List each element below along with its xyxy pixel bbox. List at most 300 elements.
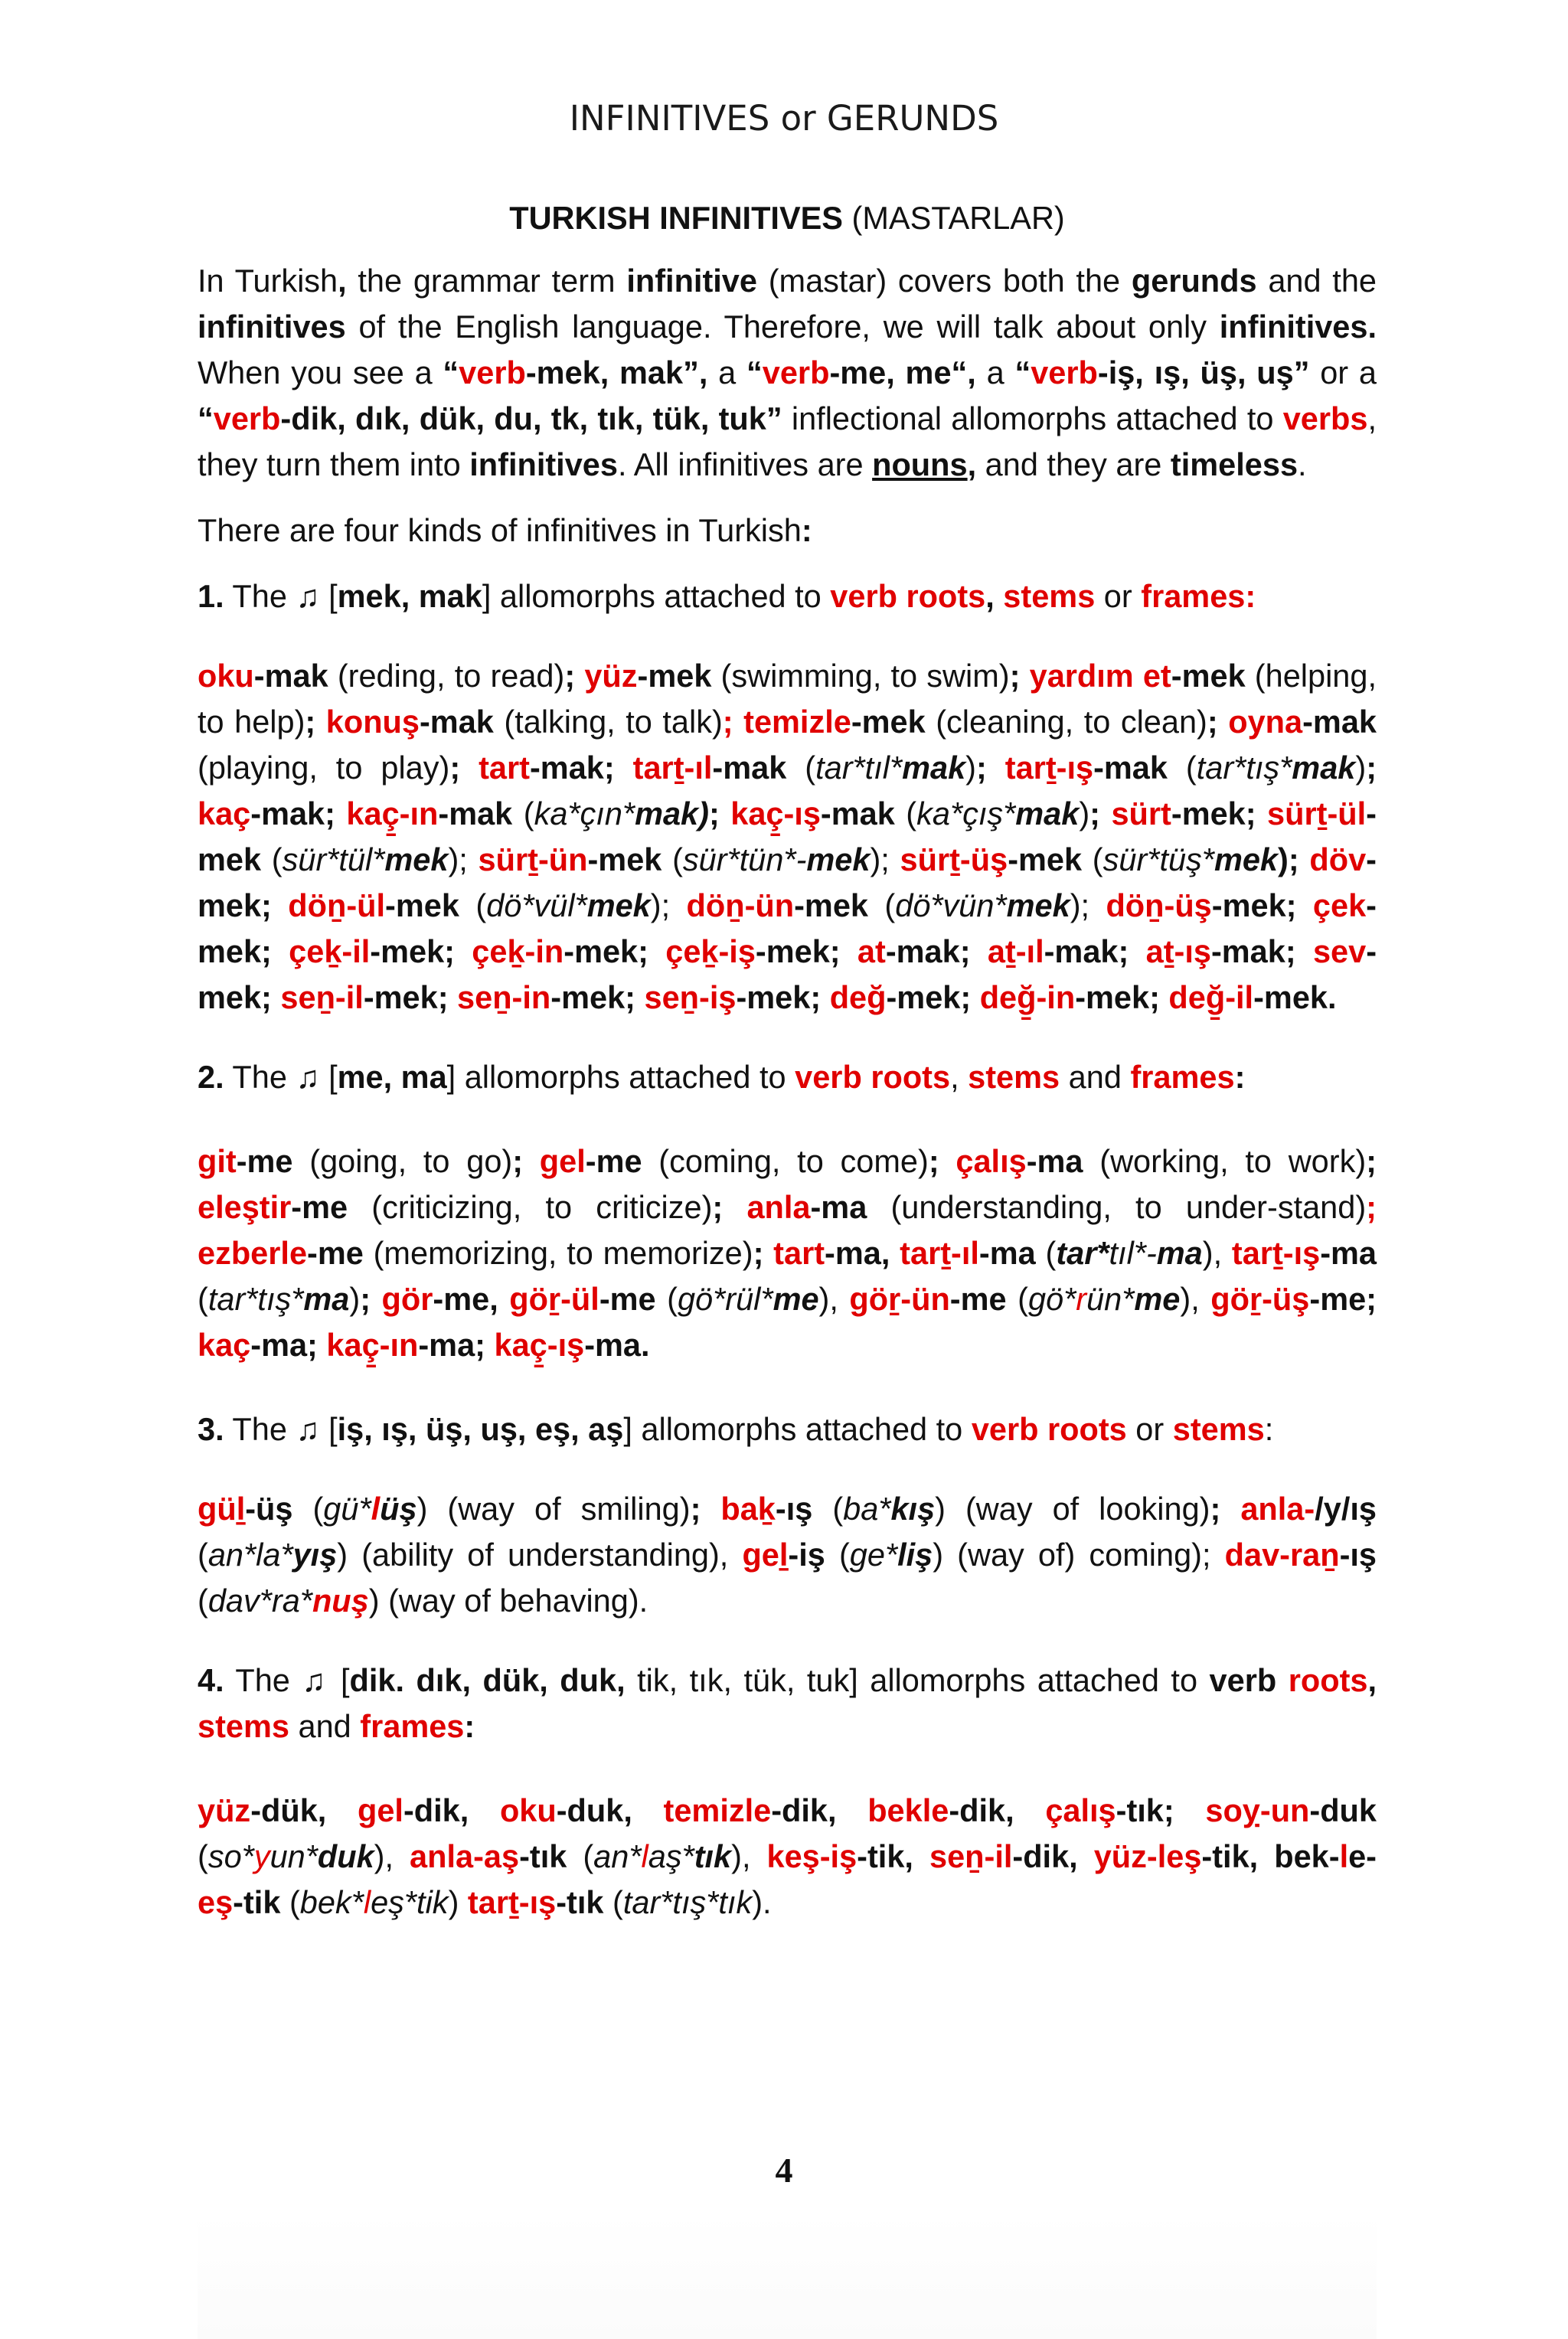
- text-run: l: [1339, 1838, 1349, 1874]
- text-run: -dik,: [771, 1792, 868, 1828]
- text-run: yüz-leş: [1093, 1838, 1202, 1874]
- text-run: verb: [1031, 354, 1098, 390]
- text-run: eş*tik: [371, 1884, 449, 1920]
- text-run: döv: [1309, 841, 1367, 877]
- text-run: -dük,: [250, 1792, 358, 1828]
- text-run: üş: [380, 1491, 417, 1527]
- text-run: verb roots: [830, 578, 986, 614]
- text-run: -me: [307, 1235, 364, 1271]
- text-run: me: [773, 1281, 819, 1317]
- text-run: bekle: [867, 1792, 949, 1828]
- text-run: ;: [1366, 750, 1377, 786]
- text-run: l: [363, 1884, 371, 1920]
- text-run: [: [319, 1411, 338, 1447]
- text-run: ,: [950, 1059, 969, 1095]
- text-run: dö*vül*: [486, 887, 587, 923]
- text-run: -mak: [529, 750, 604, 786]
- text-run: -mek: [637, 658, 712, 694]
- text-run: “: [443, 354, 459, 390]
- text-run: ): [1079, 795, 1090, 831]
- text-run: );: [1070, 887, 1106, 923]
- text-run: (: [198, 1537, 208, 1573]
- text-run: -mek;: [1171, 795, 1268, 831]
- text-run: :: [464, 1708, 475, 1744]
- text-run: 1.: [198, 578, 224, 614]
- text-run: tart: [479, 750, 530, 786]
- text-run: -mek: [198, 795, 1377, 877]
- text-run: ;: [603, 750, 633, 786]
- four-kinds-intro: [198, 508, 1377, 554]
- text-run: bek*: [299, 1884, 364, 1920]
- text-run: verb: [213, 400, 281, 436]
- text-run: -ma: [1320, 1235, 1377, 1271]
- text-run: When you see a: [198, 354, 443, 390]
- text-run: -ma: [810, 1189, 867, 1225]
- text-run: (swimming, to swim): [711, 658, 1010, 694]
- text-run: -mek;: [550, 979, 645, 1015]
- text-run: ,: [1367, 1662, 1377, 1698]
- text-run: infinitive: [626, 263, 757, 299]
- text-run: -mek.: [1253, 979, 1337, 1015]
- text-run: -ma.: [584, 1327, 650, 1363]
- text-run: or a: [1309, 354, 1377, 390]
- text-run: -mek;: [198, 933, 1377, 1015]
- text-run: ,: [985, 578, 995, 614]
- text-run: The: [224, 1059, 296, 1095]
- text-run: ka*çış*: [916, 795, 1016, 831]
- text-run: (: [459, 887, 487, 923]
- text-run: -mek: [1211, 887, 1286, 923]
- text-run: gör: [381, 1281, 433, 1317]
- text-run: [: [328, 1662, 350, 1698]
- heading-1: [198, 573, 1377, 619]
- text-run: yardım et: [1029, 658, 1171, 694]
- text-run: ;: [1009, 658, 1030, 694]
- text-run: tarṯ-ış: [1004, 750, 1094, 786]
- text-run: -tik,: [1201, 1838, 1259, 1874]
- text-run: -mek;: [755, 933, 858, 969]
- text-run: (: [1035, 1235, 1057, 1271]
- page-content: [198, 195, 1377, 1926]
- text-run: mek, mak: [337, 578, 482, 614]
- text-run: ) (way of smiling): [416, 1491, 691, 1527]
- text-run: ; temizle: [722, 704, 851, 740]
- text-run: -mak: [1302, 704, 1377, 740]
- text-run: infinitives: [469, 446, 618, 482]
- text-run: or: [1126, 1411, 1173, 1447]
- text-run: ba*: [843, 1491, 891, 1527]
- text-run: -mek;: [198, 841, 1377, 923]
- text-run: ),: [374, 1838, 410, 1874]
- text-run: (helping, to help): [198, 658, 1377, 740]
- text-run: dik. dık, dük, duk,: [349, 1662, 626, 1698]
- text-run: -ış: [1339, 1537, 1377, 1573]
- text-run: so*: [207, 1838, 254, 1874]
- text-run: “: [1014, 354, 1031, 390]
- text-run: -ma: [1026, 1143, 1083, 1179]
- text-run: gö*rül*: [677, 1281, 773, 1317]
- text-run: verb: [762, 354, 830, 390]
- text-run: mek: [586, 887, 651, 923]
- text-run: [: [319, 578, 338, 614]
- text-run: yüz: [198, 1792, 251, 1828]
- text-run: sürṯ-üş: [900, 841, 1008, 877]
- text-run: anla: [746, 1189, 811, 1225]
- text-run: verb roots: [795, 1059, 951, 1095]
- text-run: sür*tün*-: [682, 841, 807, 877]
- text-run: verb: [1209, 1662, 1277, 1698]
- text-run: (coming, to come): [642, 1143, 929, 1179]
- text-run: gö*: [1027, 1281, 1076, 1317]
- text-run: timeless: [1170, 446, 1298, 482]
- text-run: duk: [317, 1838, 374, 1874]
- text-run: ) (way of looking): [935, 1491, 1210, 1527]
- text-run: “: [746, 354, 763, 390]
- text-run: ;: [1207, 704, 1229, 740]
- text-run: (: [1006, 1281, 1028, 1317]
- text-run: ;: [1089, 795, 1112, 831]
- text-run: güḻ: [198, 1491, 246, 1527]
- text-run: -tık: [556, 1884, 604, 1920]
- text-run: -me: [236, 1143, 293, 1179]
- text-run: ün*: [1086, 1281, 1135, 1317]
- text-run: (talking, to talk): [493, 704, 723, 740]
- text-run: the grammar term: [346, 263, 627, 299]
- text-run: at: [857, 933, 886, 969]
- text-run: ;: [1285, 887, 1313, 923]
- text-run: -mak;: [250, 795, 347, 831]
- text-run: verbs: [1282, 400, 1368, 436]
- text-run: gü*: [323, 1491, 371, 1527]
- text-run: (going, to go): [292, 1143, 513, 1179]
- text-run: -iş: [788, 1537, 825, 1573]
- text-run: tık: [694, 1838, 732, 1874]
- text-run: ) (way of behaving).: [368, 1583, 648, 1619]
- text-run: sürt: [1111, 795, 1171, 831]
- text-run: and the: [1256, 263, 1377, 299]
- text-run: The: [224, 1662, 302, 1698]
- text-run: (: [198, 1838, 208, 1874]
- examples-3: [198, 1486, 1377, 1624]
- text-run: ;: [449, 750, 479, 786]
- text-run: );: [1278, 841, 1310, 877]
- text-run: -ma;: [250, 1327, 327, 1363]
- music-note-icon: ♫: [296, 1411, 320, 1447]
- text-run: (: [655, 1281, 678, 1317]
- text-run: (: [894, 795, 917, 831]
- text-run: konuş: [325, 704, 420, 740]
- text-run: değ: [829, 979, 887, 1015]
- text-run: roots: [1276, 1662, 1368, 1698]
- text-run: -me;: [1309, 1281, 1377, 1317]
- text-run: (reding, to read): [328, 658, 565, 694]
- text-run: anla-: [1240, 1491, 1315, 1527]
- text-run: mek: [806, 841, 871, 877]
- text-run: kaç̱-ın: [346, 795, 439, 831]
- text-run: dö*vün*: [895, 887, 1007, 923]
- text-run: -dik,: [1012, 1838, 1094, 1874]
- text-run: /y/ış: [1315, 1491, 1377, 1527]
- text-run: (: [1167, 750, 1197, 786]
- text-run: inflectional allomorphs attached to: [782, 400, 1283, 436]
- text-run: There are four kinds of infinitives in Turkish: [198, 512, 802, 548]
- text-run: döṉ-ül: [288, 887, 386, 923]
- examples-1: [198, 653, 1377, 1021]
- text-run: geḻ: [742, 1537, 789, 1573]
- text-run: -mek;: [886, 979, 980, 1015]
- text-run: ;: [1366, 1143, 1377, 1179]
- text-run: mak): [635, 795, 709, 831]
- text-run: ,: [338, 263, 347, 299]
- text-run: -mak;: [1210, 933, 1313, 969]
- text-run: -tik,: [857, 1838, 929, 1874]
- text-run: In Turkish: [198, 263, 338, 299]
- text-run: (: [1082, 841, 1103, 877]
- text-run: -iş, ış, üş, uş”: [1097, 354, 1310, 390]
- text-run: -mak: [820, 795, 895, 831]
- text-run: -me: [291, 1189, 348, 1225]
- text-run: (: [662, 841, 683, 877]
- text-run: tart: [773, 1235, 825, 1271]
- page-number: 4: [775, 2151, 793, 2190]
- text-run: gerunds: [1131, 263, 1257, 299]
- text-run: tarṯ-ıl: [900, 1235, 979, 1271]
- text-run: 2.: [198, 1059, 224, 1095]
- text-run: bek-: [1258, 1838, 1340, 1874]
- text-run: me, ma: [337, 1059, 447, 1095]
- text-run: kaç̱-ın: [326, 1327, 419, 1363]
- text-run: -dik,: [949, 1792, 1046, 1828]
- text-run: göṟ-üş: [1210, 1281, 1310, 1317]
- text-run: döṉ-ün: [686, 887, 795, 923]
- text-run: stems: [1172, 1411, 1265, 1447]
- text-run: or: [1095, 578, 1142, 614]
- text-run: oku: [499, 1792, 557, 1828]
- text-run: (criticizing, to criticize): [348, 1189, 713, 1225]
- heading-4: [198, 1658, 1377, 1749]
- text-run: :: [801, 512, 812, 548]
- text-run: );: [448, 841, 479, 877]
- text-run: -mak: [438, 795, 513, 831]
- text-run: mek: [1006, 887, 1070, 923]
- text-run: frames: [1130, 1059, 1235, 1095]
- text-run: sür*tüş*: [1102, 841, 1214, 877]
- text-run: );: [650, 887, 687, 923]
- text-run: değ̱-in: [979, 979, 1076, 1015]
- text-run: ;: [708, 795, 731, 831]
- text-run: -ma: [978, 1235, 1036, 1271]
- text-run: nouns: [872, 446, 968, 482]
- text-run: -mek;: [370, 933, 472, 969]
- text-run: ) (ability of understanding),: [337, 1537, 743, 1573]
- text-run: tar*tış*: [1196, 750, 1292, 786]
- text-run: frames:: [1141, 578, 1256, 614]
- text-run: baḵ: [720, 1491, 776, 1527]
- text-run: temizle: [663, 1792, 772, 1828]
- text-run: (playing, to play): [198, 750, 450, 786]
- text-run: -mek;: [564, 933, 666, 969]
- text-run: -me: [585, 1143, 642, 1179]
- text-run: eş: [198, 1884, 234, 1920]
- text-run: -mek: [794, 887, 868, 923]
- heading-3: [198, 1406, 1377, 1452]
- text-run: göṟ-ün: [849, 1281, 950, 1317]
- text-run: mak: [1015, 795, 1080, 831]
- text-run: -duk,: [556, 1792, 664, 1828]
- text-run: and they are: [976, 446, 1171, 482]
- text-run: (: [512, 795, 534, 831]
- text-run: -tik: [233, 1884, 281, 1920]
- text-run: tar*tış*tık: [622, 1884, 753, 1920]
- text-run: stems: [198, 1708, 289, 1744]
- text-run: (mastar) covers both the: [756, 263, 1132, 299]
- examples-4: [198, 1788, 1377, 1926]
- text-run: aṯ-ış: [1145, 933, 1211, 969]
- section-title-bold: TURKISH INFINITIVES: [509, 200, 843, 236]
- text-run: -mek;: [736, 979, 830, 1015]
- text-run: -ış: [775, 1491, 813, 1527]
- text-run: ): [1355, 750, 1367, 786]
- text-run: sürṯ-ül: [1267, 795, 1367, 831]
- text-run: (: [786, 750, 816, 786]
- text-run: liş: [897, 1537, 933, 1573]
- text-run: (: [261, 841, 283, 877]
- text-run: seṉ-il: [280, 979, 364, 1015]
- text-run: ): [965, 750, 976, 786]
- text-run: ),: [1180, 1281, 1211, 1317]
- text-run: 4.: [198, 1662, 224, 1698]
- text-run: infinitives.: [1219, 309, 1377, 345]
- text-run: .: [1298, 446, 1307, 482]
- text-run: -mak: [712, 750, 787, 786]
- text-run: -tık;: [1116, 1792, 1206, 1828]
- text-run: [498, 1281, 510, 1317]
- text-run: ),: [818, 1281, 850, 1317]
- text-run: mak: [1292, 750, 1356, 786]
- text-run: ;: [1210, 1491, 1241, 1527]
- text-run: -tık: [519, 1838, 567, 1874]
- text-run: ge*: [849, 1537, 898, 1573]
- text-run: tıl*-: [1109, 1235, 1157, 1271]
- text-run: “: [198, 400, 214, 436]
- text-run: me: [1134, 1281, 1181, 1317]
- text-run: -mek, mak”,: [525, 354, 708, 390]
- text-run: seṉ-in: [457, 979, 551, 1015]
- text-run: ;: [360, 1281, 382, 1317]
- text-run: -me,: [433, 1281, 498, 1317]
- text-run: (working, to work): [1083, 1143, 1367, 1179]
- text-run: -dik,: [403, 1792, 500, 1828]
- text-run: an*la*: [207, 1537, 293, 1573]
- text-run: -mek: [851, 704, 926, 740]
- text-run: kaç̱-ış: [494, 1327, 585, 1363]
- text-run: sev: [1312, 933, 1367, 969]
- text-run: -duk: [1309, 1792, 1377, 1828]
- text-run: (understanding, to under-stand): [867, 1189, 1367, 1225]
- text-run: seṉ-iş: [644, 979, 737, 1015]
- text-run: ,: [967, 446, 977, 482]
- text-run: nuş: [312, 1583, 369, 1619]
- text-run: mak: [902, 750, 966, 786]
- text-run: çeḵ-in: [472, 933, 564, 969]
- text-run: seṉ-il: [929, 1838, 1013, 1874]
- text-run: iş, ış, üş, uş, eş, aş: [337, 1411, 624, 1447]
- text-run: ).: [752, 1884, 772, 1920]
- text-run: un*: [270, 1838, 318, 1874]
- text-run: -ma,: [825, 1235, 890, 1271]
- text-run: The: [224, 578, 296, 614]
- text-run: soỵ-un: [1205, 1792, 1310, 1828]
- text-run: çalış: [956, 1143, 1027, 1179]
- text-run: dav*ra*: [207, 1583, 312, 1619]
- section-title-normal: (MASTARLAR): [843, 200, 1065, 236]
- text-run: -mek: [1008, 841, 1083, 877]
- text-run: of the English language. Therefore, we will talk about only: [345, 309, 1220, 345]
- text-run: göṟ-ül: [509, 1281, 599, 1317]
- text-run: yış: [292, 1537, 338, 1573]
- text-run: );: [870, 841, 900, 877]
- text-run: tarṯ-ış: [1231, 1235, 1321, 1271]
- text-run: (: [825, 1537, 850, 1573]
- text-run: gel: [357, 1792, 403, 1828]
- text-run: oyna: [1228, 704, 1303, 740]
- text-run: -mek;: [363, 979, 458, 1015]
- text-run: ;: [690, 1491, 721, 1527]
- text-run: değ̱-il: [1168, 979, 1254, 1015]
- text-run: tar*tış*: [207, 1281, 304, 1317]
- text-run: tik, tık, tük, tuk] allomorphs attached to: [625, 1662, 1210, 1698]
- text-run: :: [1264, 1411, 1274, 1447]
- text-run: ;: [753, 1235, 774, 1271]
- text-run: r: [1076, 1281, 1087, 1317]
- text-run: ma: [1156, 1235, 1203, 1271]
- text-run: mek: [384, 841, 449, 877]
- text-run: tarṯ-ıl: [632, 750, 713, 786]
- text-run: frames: [360, 1708, 465, 1744]
- text-run: -mak;: [1044, 933, 1146, 969]
- section-title: [198, 195, 1377, 241]
- text-run: -mak;: [885, 933, 988, 969]
- text-run: tar*: [1056, 1235, 1109, 1271]
- text-run: oku: [198, 658, 254, 694]
- text-run: [: [319, 1059, 338, 1095]
- text-run: ): [448, 1884, 468, 1920]
- text-run: 3.: [198, 1411, 224, 1447]
- text-run: -mek;: [1075, 979, 1169, 1015]
- text-run: -me: [949, 1281, 1007, 1317]
- text-run: ] allomorphs attached to: [623, 1411, 972, 1447]
- text-run: (: [603, 1884, 623, 1920]
- text-run: (: [198, 1281, 208, 1317]
- text-run: çeḵ-iş: [665, 933, 756, 969]
- examples-2: [198, 1138, 1377, 1368]
- text-run: kaç: [198, 795, 251, 831]
- text-run: , they turn them into: [198, 400, 1377, 482]
- text-run: -üş: [245, 1491, 293, 1527]
- text-run: eleştir: [198, 1189, 292, 1225]
- text-run: tar*tıl*: [815, 750, 903, 786]
- text-run: git: [198, 1143, 237, 1179]
- text-run: ;: [564, 658, 585, 694]
- text-run: -ma;: [418, 1327, 495, 1363]
- text-run: an*: [593, 1838, 642, 1874]
- text-run: -mek: [587, 841, 662, 877]
- text-run: ) (way of) coming);: [933, 1537, 1225, 1573]
- text-run: çek: [1312, 887, 1367, 923]
- music-note-icon: ♫: [302, 1662, 329, 1698]
- text-run: gel: [539, 1143, 586, 1179]
- text-run: ma: [303, 1281, 350, 1317]
